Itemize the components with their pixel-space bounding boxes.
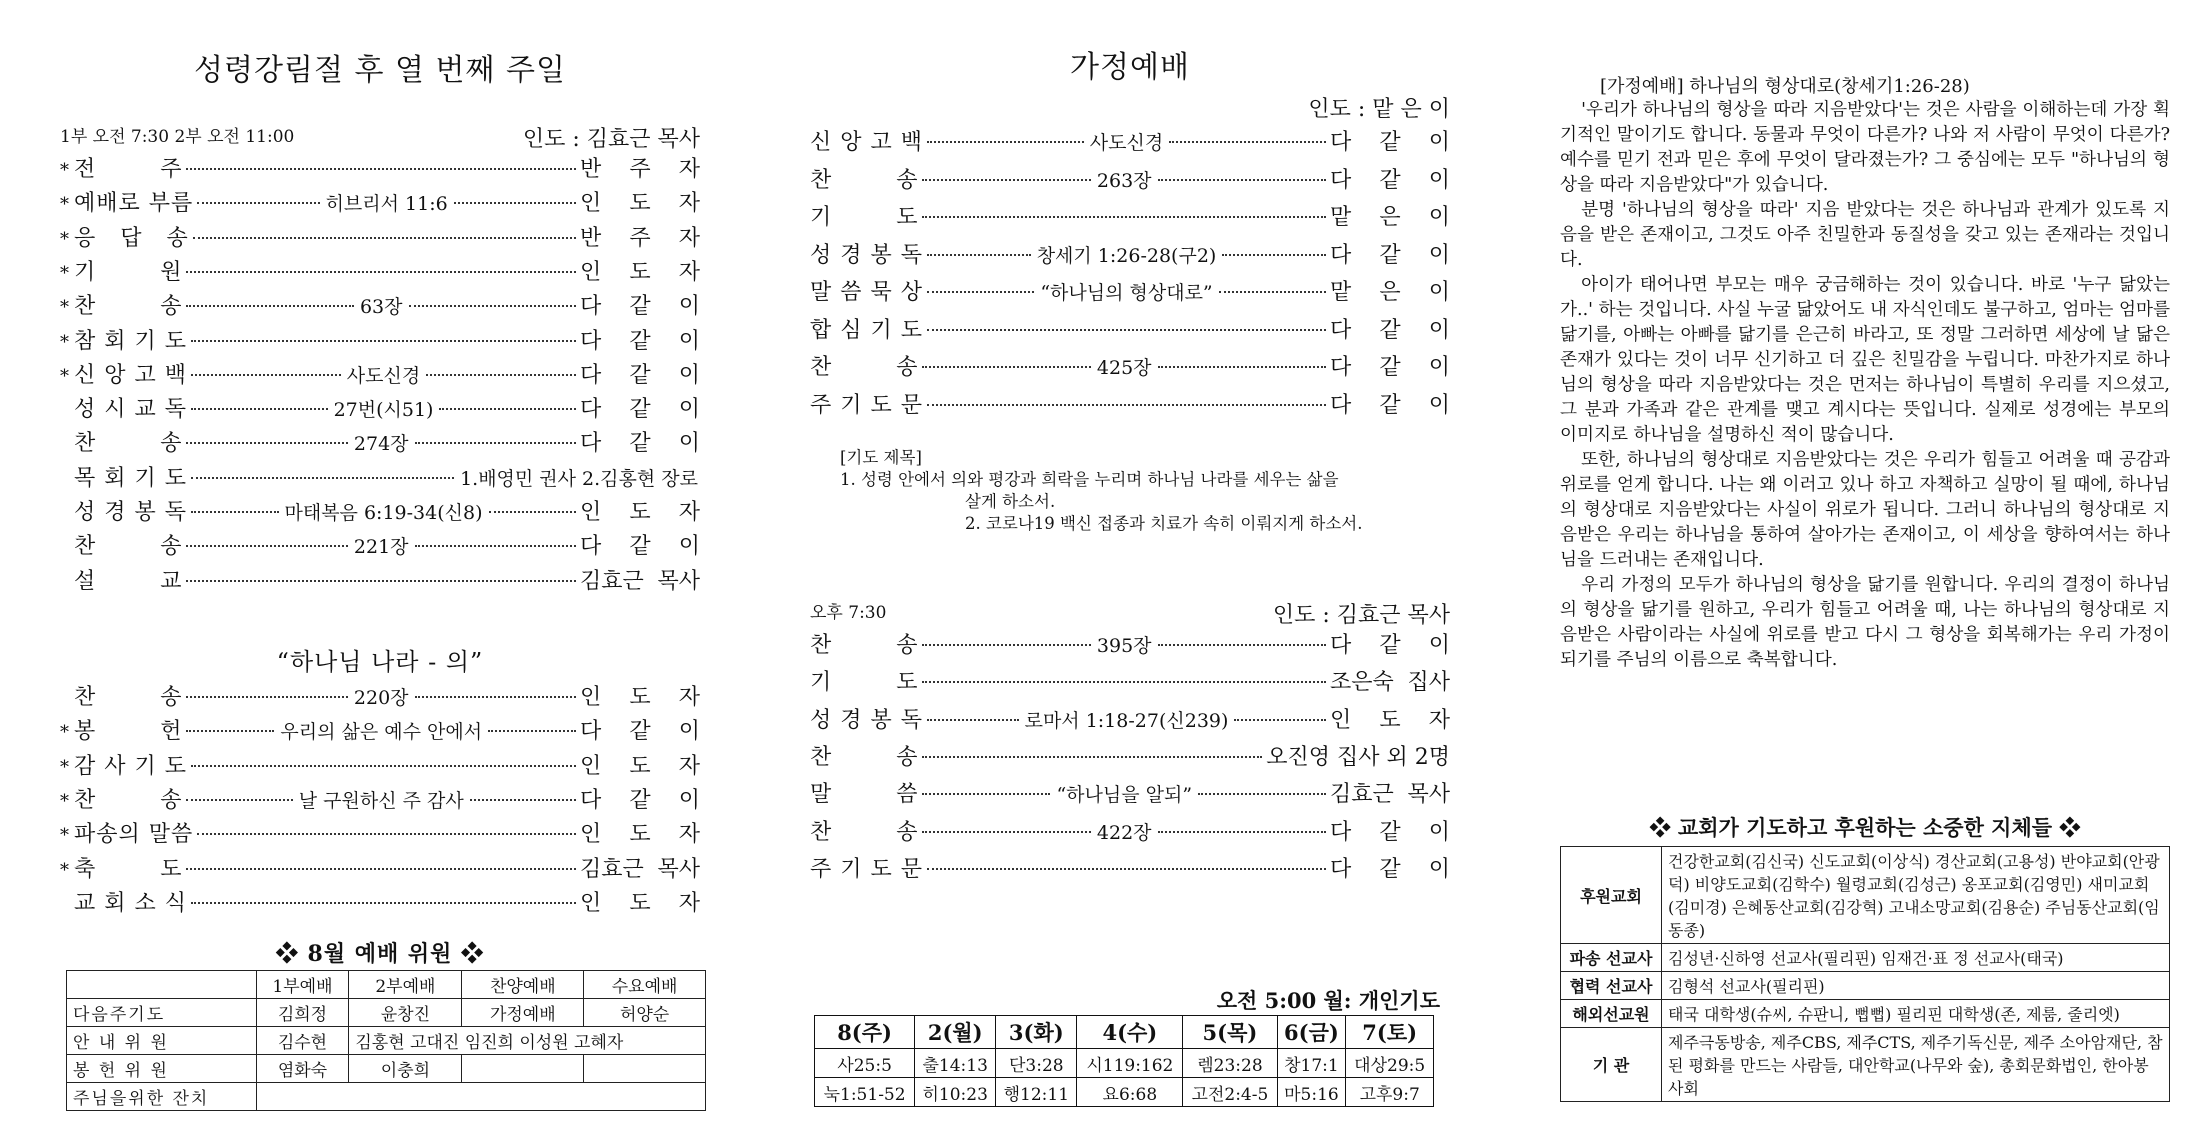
order-detail: 로마서 1:18-27(신239) bbox=[1024, 709, 1229, 732]
evening-leader: 인도 : 김효근 목사 bbox=[1272, 603, 1450, 628]
order-role: 다 같 이 bbox=[1330, 130, 1451, 155]
devotion-paragraph: 분명 '하나님의 형상을 따라' 지음 받았다는 것은 하나님과 관계가 있도록 지음을 받은 존재이고, 그것도 아주 친밀한과 동질성을 갖고 있는 존재라는 것입니다. bbox=[1560, 200, 2170, 270]
bible-cell: 대상29:5 bbox=[1346, 1049, 1434, 1078]
mission-key: 해외선교원 bbox=[1561, 1000, 1662, 1028]
prayer-heading: [기도 제목] bbox=[840, 448, 922, 467]
leader-dots bbox=[927, 868, 1326, 870]
order-label: 찬 송 bbox=[74, 685, 183, 710]
leader-dots bbox=[186, 799, 292, 801]
leader-dots bbox=[922, 644, 1090, 646]
order-role: 다 같 이 bbox=[580, 534, 701, 560]
bible-cell: 히10:23 bbox=[915, 1078, 996, 1107]
order-row bbox=[60, 324, 700, 358]
prayer-topics bbox=[840, 447, 1440, 535]
leader-dots bbox=[415, 696, 576, 698]
devotion-paragraph: 우리 가정의 모두가 하나님의 형상을 닮기를 원합니다. 우리의 결정이 하나님의 형상을 닮기를 원하고, 우리가 힘들고 어려울 때, 나는 하나님의 형상대로 지음받은 사람이라는 사실에 위로를 받고 다시 그 형상을 회복해가는 우리 가정이 되기를 주님의 이름으로 축복합니다. bbox=[1560, 575, 2170, 670]
order-star: * bbox=[60, 331, 69, 353]
order-star: * bbox=[60, 365, 69, 387]
order-row bbox=[60, 817, 700, 851]
devotion-paragraph: 아이가 태어나면 부모는 매우 궁금해하는 것이 있습니다. 바로 '누구 닮았는가..' 하는 것입니다. 사실 누굴 닮았어도 내 자식인데도 불구하고, 엄마는 엄마를 닮기를, 아빠는 아빠를 닮기를 은근히 바라고, 또 정말 그러하면 세상에 날 닮은 존재가 있다는 것이 너무 신기하고 더 깊은 친밀감을 누립니다. 마찬가지로 하나님의 형상을 따라 지음받았다는 것은 먼저는 하나님이 특별히 우리를 지으셨고, 그 분과 가족과 같은 관계를 맺고 계시다는 뜻입니다. 실제로 성경에는 부모의 이미지로 하나님을 설명하신 적이 많습니다. bbox=[1560, 275, 2170, 445]
mission-value: 제주극동방송, 제주CBS, 제주CTS, 제주기독신문, 제주 소아암재단, 참된 평화를 만드는 사람들, 대안학교(나무와 숲), 총회문화법인, 한아봉사회 bbox=[1662, 1028, 2170, 1102]
leader-dots bbox=[922, 179, 1090, 181]
order-star: * bbox=[60, 825, 69, 847]
order-detail: 422장 bbox=[1096, 821, 1152, 844]
order-label: 찬 송 bbox=[810, 355, 919, 380]
committee-cell: 김수현 bbox=[256, 1027, 349, 1055]
committee-cell: 김홍현 고대진 임진희 이성원 고혜자 bbox=[349, 1027, 706, 1055]
leader-dots bbox=[922, 793, 1050, 795]
leader-dots bbox=[922, 681, 1326, 683]
sunday-title: 성령강림절 후 열 번째 주일 bbox=[194, 53, 566, 88]
order-label: 찬 송 bbox=[810, 819, 919, 845]
order-label: 예배로 부름 bbox=[74, 191, 194, 217]
order-row bbox=[810, 852, 1450, 886]
leader-dots bbox=[927, 254, 1031, 256]
order-role: 다 같 이 bbox=[580, 719, 700, 745]
leader-dots bbox=[470, 799, 576, 801]
order-role: 반 주 자 bbox=[580, 157, 700, 182]
bible-cell: 2(월) bbox=[915, 1016, 996, 1049]
order-role: 인 도 자 bbox=[580, 890, 700, 916]
leader-dots bbox=[415, 442, 576, 444]
order-role: 인 도 자 bbox=[580, 685, 701, 710]
leader-dots bbox=[186, 730, 274, 732]
order-label: 찬 송 bbox=[810, 633, 919, 658]
order-label: 찬 송 bbox=[74, 787, 183, 813]
order-detail: 63장 bbox=[359, 296, 403, 319]
prayer-item-1: 1. 성령 안에서 의와 평강과 희락을 누리며 하나님 나라를 세우는 삶을 bbox=[840, 470, 1339, 489]
order-label: 찬 송 bbox=[74, 431, 183, 457]
bible-cell: 7(토) bbox=[1346, 1016, 1434, 1049]
leader-dots bbox=[191, 340, 576, 342]
order-row bbox=[60, 152, 700, 186]
leader-dots bbox=[922, 366, 1090, 368]
bible-cell: 8(주) bbox=[815, 1016, 915, 1049]
order-label: 봉 헌 bbox=[74, 719, 183, 745]
order-label: 신 앙 고 백 bbox=[810, 130, 923, 155]
order-role: 다 같 이 bbox=[1330, 633, 1451, 658]
bible-cell: 시119:162 bbox=[1077, 1049, 1183, 1078]
order-star: * bbox=[60, 228, 69, 250]
bible-cell: 사25:5 bbox=[815, 1049, 915, 1078]
order-label: 말 씀 묵 상 bbox=[810, 280, 923, 305]
order-role: 맡 은 이 bbox=[1330, 205, 1450, 230]
order-star: * bbox=[60, 297, 69, 319]
order-detail: 사도신경 bbox=[1089, 132, 1164, 154]
mission-value: 김성년·신하영 선교사(필리핀) 임재건·표 정 선교사(태국) bbox=[1662, 944, 2170, 972]
order-row bbox=[60, 392, 700, 426]
order-role: 맡 은 이 bbox=[1330, 280, 1450, 305]
leader-dots bbox=[489, 511, 577, 513]
leader-dots bbox=[488, 730, 576, 732]
leader-dots bbox=[415, 545, 576, 547]
order-row bbox=[810, 777, 1450, 811]
order-detail: 창세기 1:26-28(구2) bbox=[1036, 244, 1217, 267]
leader-dots bbox=[927, 329, 1326, 331]
order-detail: 221장 bbox=[353, 536, 409, 559]
order-label: 설 교 bbox=[74, 568, 183, 594]
order-label: 교 회 소 식 bbox=[74, 890, 187, 916]
order-role: 다 같 이 bbox=[1330, 856, 1450, 882]
order-star: * bbox=[60, 160, 69, 181]
order-label: 전 주 bbox=[74, 157, 183, 182]
order-row bbox=[810, 388, 1450, 422]
order-role: 김효근 목사 bbox=[580, 856, 700, 882]
committee-cell: 가정예배 bbox=[462, 999, 584, 1027]
order-row bbox=[60, 749, 700, 783]
service-leader: 인도 : 김효근 목사 bbox=[522, 127, 700, 152]
order-label: 목 회 기 도 bbox=[74, 465, 187, 491]
order-detail: 425장 bbox=[1096, 357, 1152, 379]
leader-dots bbox=[922, 216, 1326, 218]
leader-dots bbox=[186, 442, 347, 444]
mission-key: 협력 선교사 bbox=[1561, 972, 1662, 1000]
order-row bbox=[60, 564, 700, 598]
order-row bbox=[810, 665, 1450, 699]
mission-key: 기 관 bbox=[1561, 1028, 1662, 1102]
leader-dots bbox=[191, 408, 328, 410]
order-role: 다 같 이 bbox=[580, 328, 700, 354]
order-row bbox=[60, 186, 700, 220]
order-role: 다 같 이 bbox=[580, 787, 700, 813]
leader-dots bbox=[197, 202, 319, 204]
order-row bbox=[810, 238, 1450, 272]
leader-dots bbox=[191, 374, 341, 376]
order-row bbox=[60, 289, 700, 323]
committee-header bbox=[67, 971, 257, 999]
leader-dots bbox=[454, 202, 576, 204]
committee-cell bbox=[584, 1055, 706, 1083]
order-star: * bbox=[60, 194, 69, 216]
order-label: 성 시 교 독 bbox=[74, 397, 187, 423]
leader-dots bbox=[927, 291, 1034, 293]
bible-cell: 창17:1 bbox=[1277, 1049, 1346, 1078]
committee-header: 1부예배 bbox=[256, 971, 349, 999]
evening-time: 오후 7:30 bbox=[810, 603, 887, 623]
committee-header: 수요예배 bbox=[584, 971, 706, 999]
order-label: 찬 송 bbox=[810, 167, 919, 193]
leader-dots bbox=[191, 511, 279, 513]
order-role: 조은숙 집사 bbox=[1330, 670, 1450, 696]
order-role: 인 도 자 bbox=[1330, 707, 1450, 733]
committee-cell: 김희정 bbox=[256, 999, 349, 1027]
leader-dots bbox=[186, 305, 354, 307]
leader-dots bbox=[922, 756, 1262, 758]
leader-dots bbox=[193, 237, 576, 239]
bible-cell: 마5:16 bbox=[1277, 1078, 1346, 1107]
order-role: 다 같 이 bbox=[1330, 242, 1451, 268]
order-role: 다 같 이 bbox=[1330, 317, 1450, 343]
bible-cell: 6(금) bbox=[1277, 1016, 1346, 1049]
committee-cell bbox=[462, 1055, 584, 1083]
bible-cell: 고전2:4-5 bbox=[1183, 1078, 1277, 1107]
order-row bbox=[60, 461, 700, 495]
bible-cell: 3(화) bbox=[996, 1016, 1077, 1049]
order-label: 축 도 bbox=[74, 856, 183, 882]
order-label: 기 도 bbox=[810, 670, 919, 696]
order-label: 파송의 말씀 bbox=[74, 822, 194, 848]
bible-cell: 단3:28 bbox=[996, 1049, 1077, 1078]
order-role: 인 도 자 bbox=[580, 191, 701, 217]
leader-dots bbox=[197, 833, 576, 835]
leader-dots bbox=[186, 271, 576, 273]
order-detail: “하나님의 형상대로” bbox=[1040, 282, 1213, 304]
leader-dots bbox=[191, 902, 576, 904]
order-label: 주 기 도 문 bbox=[810, 856, 923, 882]
order-row bbox=[60, 886, 700, 920]
order-star: * bbox=[60, 756, 69, 778]
order-row bbox=[810, 350, 1450, 384]
order-detail: 395장 bbox=[1096, 635, 1152, 657]
order-label: 성 경 봉 독 bbox=[74, 500, 187, 525]
leader-dots bbox=[186, 696, 347, 698]
committee-cell: 안 내 위 원 bbox=[67, 1027, 257, 1055]
order-role: 다 같 이 bbox=[580, 431, 701, 457]
order-detail: 263장 bbox=[1096, 169, 1152, 192]
order-row bbox=[60, 680, 700, 714]
order-row bbox=[60, 714, 700, 748]
leader-dots bbox=[1158, 366, 1326, 368]
leader-dots bbox=[186, 545, 347, 547]
leader-dots bbox=[426, 374, 576, 376]
leader-dots bbox=[191, 765, 576, 767]
order-row bbox=[810, 703, 1450, 737]
bible-cell: 요6:68 bbox=[1077, 1078, 1183, 1107]
devotion-paragraph: 또한, 하나님의 형상대로 지음받았다는 것은 우리가 힘들고 어려울 때 공감과 위로를 얻게 합니다. 나는 왜 이러고 있나 하고 자책하고 실망이 될 때에, 하나님의 형상대로 지음받았다는 사실이 위로가 됩니다. 그러니 하나님의 형상대로 지음받은 우리는 하나님을 통하여 살아가는 존재이고, 이 세상을 향하여서는 하나님을 드러내는 존재입니다. bbox=[1560, 450, 2170, 570]
order-row bbox=[60, 783, 700, 817]
family-leader: 인도 : 맡 은 이 bbox=[1308, 97, 1450, 122]
order-role: 다 같 이 bbox=[580, 362, 701, 388]
order-detail: 날 구원하신 주 감사 bbox=[298, 789, 464, 812]
prayer-item-1b: 살게 하소서. bbox=[965, 492, 1056, 511]
prayer-item-2: 2. 코로나19 백신 접종과 치료가 속히 이뤄지게 하소서. bbox=[965, 514, 1363, 533]
order-row bbox=[60, 529, 700, 563]
order-row bbox=[60, 495, 700, 529]
bible-cell: 출14:13 bbox=[915, 1049, 996, 1078]
sermon-title: “하나님 나라 - 의” bbox=[276, 648, 484, 676]
committee-cell: 이충희 bbox=[349, 1055, 462, 1083]
devotion-column bbox=[1560, 0, 2170, 1140]
bible-cell: 4(수) bbox=[1077, 1016, 1183, 1049]
order-label: 합 심 기 도 bbox=[810, 317, 923, 343]
leader-dots bbox=[439, 408, 576, 410]
order-role: 다 같 이 bbox=[1330, 355, 1451, 380]
leader-dots bbox=[1158, 831, 1326, 833]
order-star: * bbox=[60, 790, 69, 812]
order-detail: 우리의 삶은 예수 안에서 bbox=[280, 721, 483, 744]
order-star: * bbox=[60, 859, 69, 881]
mission-value: 태국 대학생(슈씨, 슈판니, 뻡뻡) 필리핀 대학생(존, 제룸, 줄리엣) bbox=[1662, 1000, 2170, 1028]
committee-table bbox=[66, 970, 706, 1111]
committee-header: 2부예배 bbox=[349, 971, 462, 999]
leader-dots bbox=[1234, 719, 1326, 721]
bible-cell: 눅1:51-52 bbox=[815, 1078, 915, 1107]
mission-key: 후원교회 bbox=[1561, 847, 1662, 944]
leader-dots bbox=[186, 168, 576, 170]
order-role: 인 도 자 bbox=[580, 259, 700, 285]
mission-key: 파송 선교사 bbox=[1561, 944, 1662, 972]
dawn-title: 오전 5:00 월: 개인기도 bbox=[1216, 988, 1440, 1013]
leader-dots bbox=[927, 404, 1326, 406]
order-star: * bbox=[60, 262, 69, 284]
order-row bbox=[60, 221, 700, 255]
order-label: 성 경 봉 독 bbox=[810, 707, 923, 733]
bible-reading-table bbox=[814, 1015, 1434, 1107]
order-role: 다 같 이 bbox=[580, 294, 701, 320]
leader-dots bbox=[1222, 254, 1326, 256]
devotion-heading: [가정예배] 하나님의 형상대로(창세기1:26-28) bbox=[1600, 76, 1970, 97]
order-role: 다 같 이 bbox=[1330, 392, 1450, 418]
bible-cell: 5(목) bbox=[1183, 1016, 1277, 1049]
order-row bbox=[60, 426, 700, 460]
order-label: 성 경 봉 독 bbox=[810, 242, 923, 268]
leader-dots bbox=[1198, 793, 1326, 795]
service-header bbox=[60, 122, 700, 153]
order-row bbox=[810, 815, 1450, 849]
committee-cell: 윤창진 bbox=[349, 999, 462, 1027]
order-label: 찬 송 bbox=[810, 744, 919, 770]
order-row bbox=[810, 200, 1450, 234]
committee-cell bbox=[256, 1083, 705, 1111]
order-role: 김효근 목사 bbox=[1330, 782, 1451, 808]
order-row bbox=[810, 313, 1450, 347]
leader-dots bbox=[409, 305, 577, 307]
leader-dots bbox=[191, 477, 454, 479]
order-star: * bbox=[60, 722, 69, 744]
committee-cell: 주님을위한 잔치 bbox=[67, 1083, 257, 1111]
order-role: 다 같 이 bbox=[580, 397, 701, 423]
mission-table bbox=[1560, 846, 2170, 1102]
leader-dots bbox=[1158, 644, 1326, 646]
devotion-body bbox=[1560, 98, 2170, 673]
order-role: 반 주 자 bbox=[580, 225, 700, 251]
order-row bbox=[60, 255, 700, 289]
order-label: 기 원 bbox=[74, 259, 183, 285]
committee-cell: 염화숙 bbox=[256, 1055, 349, 1083]
order-row bbox=[810, 628, 1450, 662]
order-role: 인 도 자 bbox=[580, 500, 700, 525]
order-role: 다 같 이 bbox=[1330, 167, 1451, 193]
order-detail: 27번(시51) bbox=[333, 399, 434, 422]
order-detail: 마태복음 6:19-34(신8) bbox=[284, 502, 483, 524]
devotion-paragraph: '우리가 하나님의 형상을 따라 지음받았다'는 것은 사람을 이해하는데 가장 획기적인 말이기도 합니다. 동물과 무엇이 다른가? 나와 저 사람이 무엇이 다른가? 예수를 믿기 전과 믿은 후에 무엇이 달라졌는가? 그 중심에는 모두 "하나님의 형상을 따라 지음받았다"가 있습니다. bbox=[1560, 100, 2170, 195]
committee-cell: 다음주기도 bbox=[67, 999, 257, 1027]
order-label: 찬 송 bbox=[74, 534, 183, 560]
order-label: 참 회 기 도 bbox=[74, 328, 187, 354]
leader-dots bbox=[1219, 291, 1326, 293]
mission-value: 건강한교회(김신국) 신도교회(이상식) 경산교회(고용성) 반야교회(안광덕) 비양도교회(김학수) 월령교회(김성근) 옹포교회(김영민) 새미교회(김미경) 은혜동산교회(김강혁) 고내소망교회(김용순) 주님동산교회(임동종) bbox=[1662, 847, 2170, 944]
committee-title: ❖ 8월 예배 위원 ❖ bbox=[275, 941, 485, 967]
family-leader-row bbox=[810, 92, 1450, 123]
mission-title: ❖ 교회가 기도하고 후원하는 소중한 지체들 ❖ bbox=[1649, 815, 2081, 840]
leader-dots bbox=[927, 141, 1084, 143]
order-detail: 사도신경 bbox=[346, 364, 421, 387]
order-detail: 히브리서 11:6 bbox=[325, 193, 448, 216]
order-row bbox=[810, 125, 1450, 159]
order-detail: 1.배영민 권사 2.김홍현 장로 bbox=[460, 467, 698, 490]
order-label: 말 씀 bbox=[810, 782, 919, 808]
sunday-service-column bbox=[60, 0, 700, 1140]
committee-header: 찬양예배 bbox=[462, 971, 584, 999]
order-label: 찬 송 bbox=[74, 294, 183, 320]
order-label: 응 답 송 bbox=[74, 225, 189, 251]
order-label: 주 기 도 문 bbox=[810, 392, 923, 418]
order-label: 신 앙 고 백 bbox=[74, 362, 187, 388]
order-role: 오진영 집사 외 2명 bbox=[1266, 744, 1450, 770]
family-worship-title: 가정예배 bbox=[1070, 50, 1190, 85]
order-role: 다 같 이 bbox=[1330, 819, 1451, 845]
order-label: 감 사 기 도 bbox=[74, 753, 187, 779]
order-row bbox=[810, 163, 1450, 197]
leader-dots bbox=[186, 868, 576, 870]
committee-cell: 봉 헌 위 원 bbox=[67, 1055, 257, 1083]
order-detail: “하나님을 알되” bbox=[1056, 784, 1193, 807]
order-row bbox=[60, 358, 700, 392]
order-role: 김효근 목사 bbox=[580, 568, 700, 594]
order-row bbox=[60, 852, 700, 886]
order-label: 기 도 bbox=[810, 205, 919, 230]
leader-dots bbox=[186, 580, 576, 582]
evening-header bbox=[810, 598, 1450, 629]
mission-value: 김형석 선교사(필리핀) bbox=[1662, 972, 2170, 1000]
order-role: 인 도 자 bbox=[580, 822, 700, 848]
leader-dots bbox=[1169, 141, 1326, 143]
bible-cell: 렘23:28 bbox=[1183, 1049, 1277, 1078]
leader-dots bbox=[927, 719, 1019, 721]
family-worship-column bbox=[810, 0, 1450, 1140]
bible-cell: 행12:11 bbox=[996, 1078, 1077, 1107]
order-detail: 274장 bbox=[353, 433, 409, 456]
service-times: 1부 오전 7:30 2부 오전 11:00 bbox=[60, 127, 295, 147]
bible-cell: 고후9:7 bbox=[1346, 1078, 1434, 1107]
order-row bbox=[810, 740, 1450, 774]
order-detail: 220장 bbox=[353, 687, 409, 709]
committee-cell: 허양순 bbox=[584, 999, 706, 1027]
leader-dots bbox=[922, 831, 1090, 833]
order-row bbox=[810, 275, 1450, 309]
order-role: 인 도 자 bbox=[580, 753, 700, 779]
leader-dots bbox=[1158, 179, 1326, 181]
